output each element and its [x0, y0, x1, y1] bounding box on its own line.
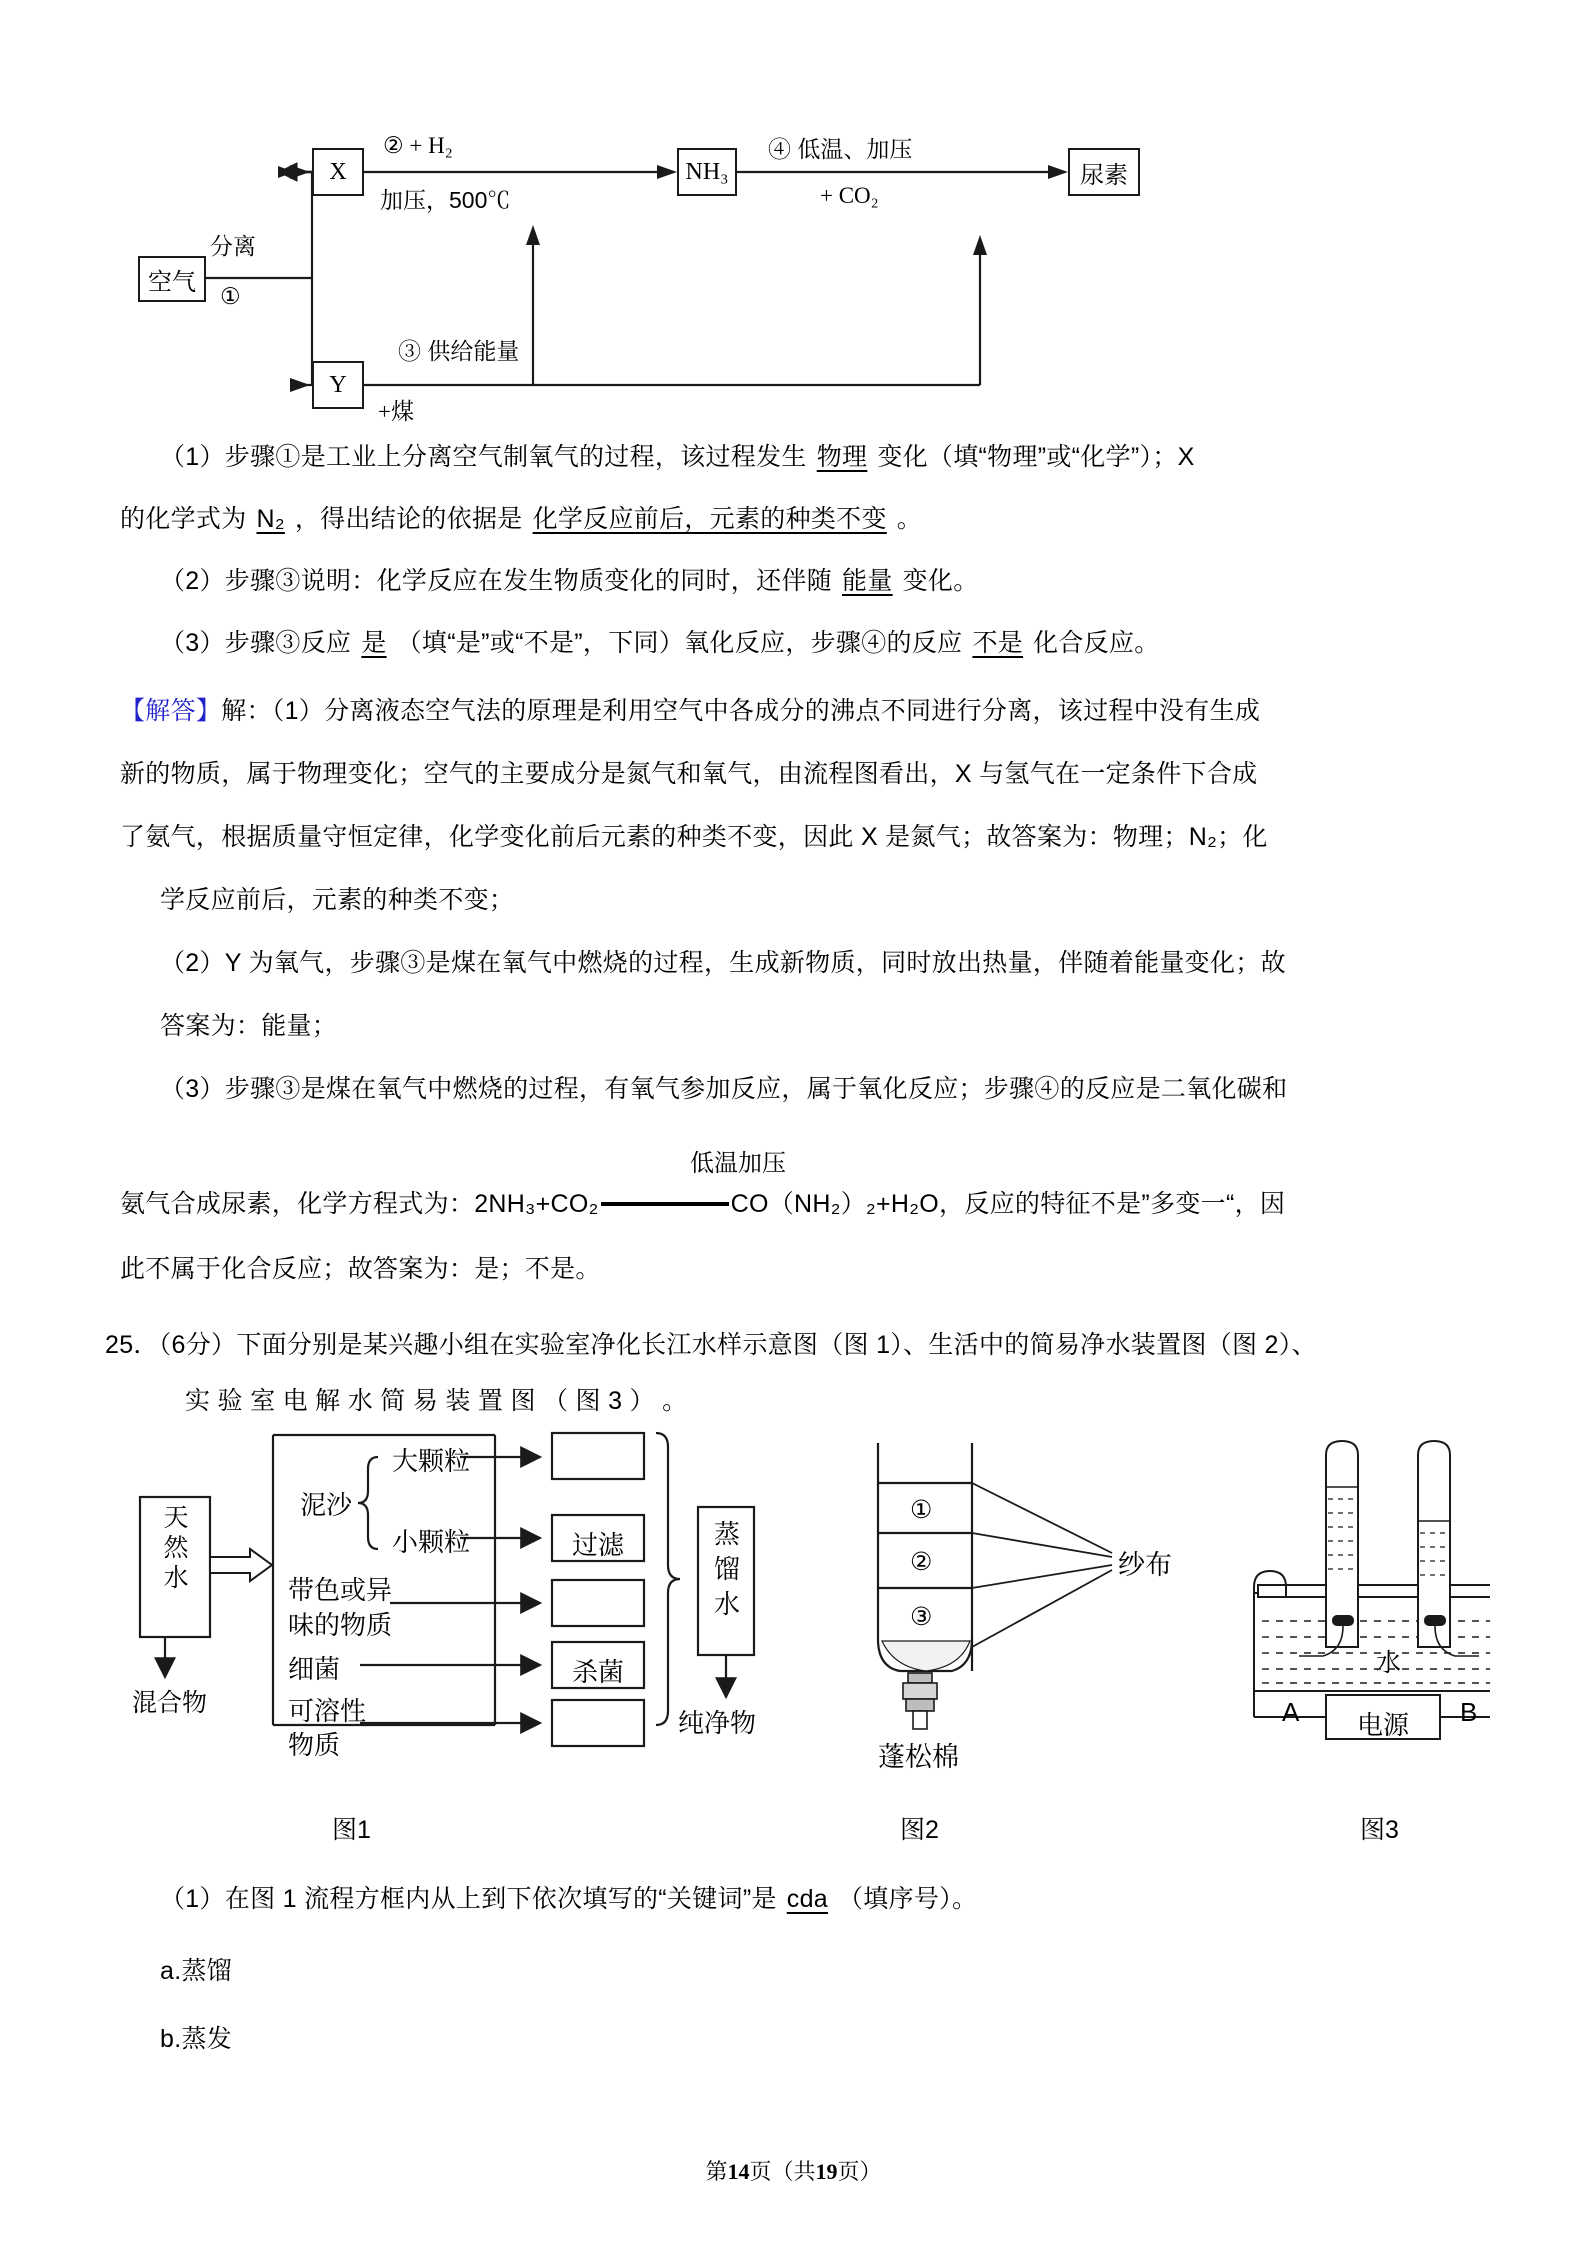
- fig1-result-label-2: 过滤: [571, 1530, 624, 1560]
- fig2-gauze-label: 纱布: [1118, 1550, 1172, 1580]
- fig1-distilled-char-1: 蒸: [713, 1519, 740, 1549]
- q25-number: 25．: [105, 1331, 159, 1359]
- q24-part1-mid: 变化（填“物理”或“化学”）；X: [877, 443, 1195, 471]
- fig1-item-mud: 泥沙: [300, 1490, 353, 1520]
- flow-label-step2-top: ② + H₂: [383, 133, 453, 158]
- q24-part3-answer1: 是: [361, 629, 387, 657]
- flow-label-step2-bottom: 加压，500℃: [380, 187, 511, 213]
- q25-figures: [110, 1425, 1490, 1850]
- footer-total-pages: 19: [815, 2159, 838, 2184]
- footer-mid: 页（共: [749, 2159, 816, 2184]
- fig1-item-soluble-2: 物质: [288, 1730, 341, 1760]
- fig1-result-box-3: [552, 1580, 644, 1626]
- flow-label-step4-bottom: + CO₂: [820, 183, 879, 208]
- q24-part2-answer: 能量: [842, 567, 893, 595]
- fig1-distilled-char-3: 水: [713, 1589, 740, 1620]
- q25-option-a: a.蒸馏: [160, 1957, 233, 1985]
- q25-score: （6分）: [158, 1331, 237, 1359]
- q25-option-b: b.蒸发: [160, 2025, 233, 2053]
- q25-part1-answer: cda: [786, 1885, 828, 1913]
- fig3-electrode-a-label: A: [1282, 1697, 1300, 1727]
- flow-node-nh3-label: NH₃: [685, 158, 729, 185]
- q24-part3: [160, 624, 1500, 663]
- q24-part1-line2: [120, 500, 1490, 539]
- q24-part1-answer1: 物理: [816, 443, 868, 471]
- q24-part1-line1: [160, 438, 1490, 477]
- q24-answer-line4: 学反应前后，元素的种类不变；: [160, 886, 515, 914]
- fig1-distilled-water-label: [708, 1517, 746, 1622]
- flow-node-y: [312, 361, 364, 409]
- fig1-item-soluble-1: 可溶性: [288, 1696, 367, 1726]
- fig3-water-label: 水: [1376, 1649, 1402, 1677]
- page-footer: [0, 2155, 1587, 2186]
- q24-part1-lead: （1）步骤①是工业上分离空气制氧气的过程，该过程发生: [160, 443, 807, 471]
- q24-part1-line2-lead: 的化学式为: [120, 505, 247, 533]
- flow-label-separate: 分离: [210, 233, 256, 259]
- flow-label-step1: ①: [220, 283, 241, 309]
- fig1-item-bacteria: 细菌: [288, 1654, 341, 1684]
- flow-node-x: [312, 148, 364, 196]
- q24-part3-end: 化合反应。: [1033, 629, 1160, 657]
- q24-answer-line3: 了氨气，根据质量守恒定律，化学变化前后元素的种类不变，因此 X 是氮气；故答案为：物理；N₂；化: [120, 823, 1268, 851]
- urea-process-flowchart: [120, 125, 1240, 424]
- q25-stem-text: 下面分别是某兴趣小组在实验室净化长江水样示意图（图 1）、生活中的简易净水装置图（图 2）、: [236, 1331, 1317, 1359]
- q24-answer-line1: [120, 692, 1500, 731]
- fig1-pure-substance-label: 纯净物: [678, 1708, 757, 1738]
- footer-prefix: 第: [705, 2159, 728, 2184]
- answer-line-1: 解：（1）分离液态空气法的原理是利用空气中各成分的沸点不同进行分离，该过程中没有生成: [221, 697, 1261, 725]
- fig2-layer-1-label: ①: [910, 1496, 933, 1524]
- q24-part3-lead: （3）步骤③反应: [160, 629, 352, 657]
- flow-node-nh3: [677, 148, 737, 196]
- fig1-item-colored-1: 带色或异: [288, 1575, 393, 1605]
- q24-answer-equation-line: [120, 1185, 1500, 1224]
- q24-answer-line6: 答案为：能量；: [160, 1012, 338, 1040]
- fig1-item-colored-2: 味的物质: [288, 1610, 393, 1640]
- flow-label-coal: +煤: [378, 399, 414, 424]
- q24-part3-answer2: 不是: [972, 629, 1024, 657]
- q24-part2-end: 变化。: [902, 567, 979, 595]
- q25-stem-line2: 实 验 室 电 解 水 简 易 装 置 图 （ 图 3 ） 。: [185, 1387, 688, 1415]
- q24-part1-line2-end: 。: [896, 505, 923, 533]
- fig2-layer-3-label: ③: [910, 1603, 933, 1631]
- fig1-mixture-label: 混合物: [132, 1689, 208, 1717]
- equation-left: 氨气合成尿素，化学方程式为：2NH₃+CO₂: [120, 1190, 599, 1218]
- fig1-block-arrow: [210, 1549, 272, 1581]
- q24-answer-line9: 此不属于化合反应；故答案为：是；不是。: [120, 1255, 601, 1283]
- fig3-power-supply-label: 电源: [1356, 1710, 1409, 1740]
- q25-stem-line1: [105, 1326, 1505, 1365]
- flow-node-urea: [1068, 148, 1140, 196]
- fig2-cotton-label: 蓬松棉: [878, 1742, 959, 1772]
- flow-label-step4-top: ④ 低温、加压: [768, 136, 913, 162]
- flow-node-x-label: X: [329, 158, 347, 185]
- q25-part1-end: （填序号）。: [837, 1885, 978, 1913]
- q24-part1-answer3: 化学反应前后，元素的种类不变: [532, 505, 887, 533]
- flow-node-air: [138, 256, 206, 302]
- fig1-distilled-char-2: 馏: [713, 1554, 740, 1585]
- fig3-electrode-left: [1332, 1615, 1354, 1626]
- fig1-result-label-4: 杀菌: [571, 1657, 624, 1687]
- fig1-result-box-1: [552, 1433, 644, 1479]
- q24-answer-line7: （3）步骤③是煤在氧气中燃烧的过程，有氧气参加反应，属于氧化反应；步骤④的反应是二氧化碳和: [160, 1075, 1288, 1103]
- q24-answer-line5: （2）Y 为氧气，步骤③是煤在氧气中燃烧的过程，生成新物质，同时放出热量，伴随着能量变化；故: [160, 949, 1286, 977]
- q24-part1-line2-mid: ，得出结论的依据是: [294, 505, 523, 533]
- fig1-caption: 图1: [332, 1816, 371, 1844]
- flow-label-step3: ③ 供给能量: [398, 338, 520, 364]
- q25-part1: [160, 1880, 1500, 1919]
- fig1-brace-mud: [358, 1457, 378, 1549]
- q24-answer-line2: 新的物质，属于物理变化；空气的主要成分是氮气和氧气，由流程图看出，X 与氢气在一定条件下合成: [120, 760, 1258, 788]
- fig1-brace-right: [656, 1433, 680, 1725]
- fig3-electrode-b-label: B: [1460, 1697, 1478, 1727]
- fig1-item-small-particle: 小颗粒: [392, 1527, 471, 1557]
- q24-part2-lead: （2）步骤③说明：化学反应在发生物质变化的同时，还伴随: [160, 567, 833, 595]
- fig1-natural-water-label: 天 然 水: [163, 1504, 189, 1592]
- q24-part2: [160, 562, 1490, 601]
- fig3-caption: 图3: [1360, 1816, 1399, 1844]
- equation-condition: 低温加压: [690, 1150, 786, 1177]
- answer-tag: 【解答】: [120, 697, 222, 725]
- fig3-electrode-right: [1424, 1615, 1446, 1626]
- footer-suffix: 页）: [837, 2159, 882, 2184]
- q24-part1-answer2: N₂: [256, 505, 285, 533]
- equation-right: CO（NH₂）₂+H₂O，反应的特征不是”多变一“，因: [730, 1190, 1286, 1218]
- flow-node-y-label: Y: [329, 371, 347, 398]
- footer-page-number: 14: [727, 2159, 750, 2184]
- equation-arrow-line: [601, 1202, 729, 1206]
- fig1-item-large-particle: 大颗粒: [392, 1446, 471, 1476]
- fig2-caption: 图2: [900, 1816, 939, 1844]
- q25-part1-lead: （1）在图 1 流程方框内从上到下依次填写的“关键词”是: [160, 1885, 777, 1913]
- flow-node-air-label: 空气: [148, 269, 196, 296]
- q24-part3-mid: （填“是”或“不是”，下同）氧化反应，步骤④的反应: [396, 629, 963, 657]
- flow-node-urea-label: 尿素: [1080, 162, 1128, 189]
- fig2-layer-2-label: ②: [910, 1548, 933, 1576]
- fig1-result-box-5: [552, 1700, 644, 1746]
